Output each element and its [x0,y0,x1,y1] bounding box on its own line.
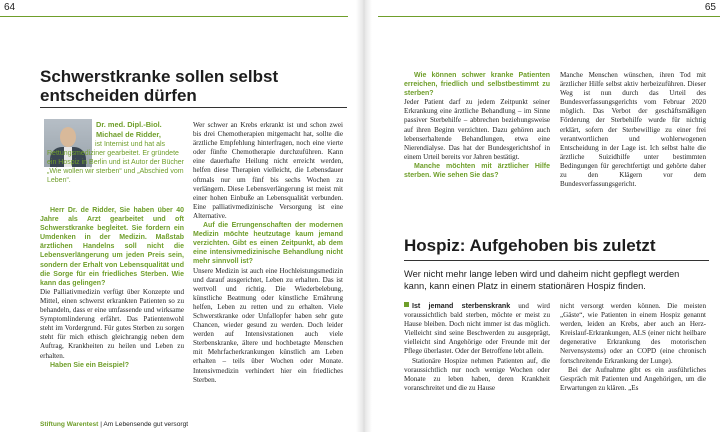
hospice-run-in: Ist jemand sterbenskrank [412,302,511,310]
article-column-4 [560,71,706,189]
footer-brand: Stiftung Warentest [40,421,99,428]
footer-section: Am Lebensende gut versorgt [103,421,189,428]
author-name-line1: Dr. med. Dipl.-Biol. [96,120,162,129]
author-name-line2: Michael de Ridder, [96,130,161,139]
author-bio-top [96,120,184,140]
interview-question-3: Auf die Errungenschaften der modernen Medizin möchte heutzutage kaum jemand verzichten. Gibt es einen Zeitpunkt, ab dem eine intensivmedizinische Behandlung nicht mehr sinnvoll ist? [193,222,343,266]
article-headline: Schwerstkranke sollen selbst entscheiden dürfen [40,67,279,105]
hospice-headline: Hospiz: Aufgehoben bis zuletzt [404,236,656,255]
hospice-text-4: Bei der Aufnahme gibt es ein ausführliches Gespräch mit Patienten und Angehörigen, um die Erwartungen zu klären. „Es [560,365,706,392]
hospice-column-2 [560,302,706,393]
page-number-right: 65 [704,2,716,13]
interview-answer-1: Die Palliativmedizin verfügt über Konzepte und Mittel, einen schwerst erkrankten Patienten so zu behandeln, dass er eine umfassende und wirksame Symptomlinderung erfährt. Das Patientenwohl steht im Vordergrund. Für gutes Sterben zu sorgen steht für mich ethisch gleichrangig neben dem Auftrag, Krankheiten zu heilen und Leben zu erhalten. [40,287,184,360]
page-gutter [356,0,372,432]
section-marker-icon [404,302,409,307]
hospice-text-3: nicht versorgt werden können. Die meisten „Gäste“, wie Patienten in einem Hospiz genannt werden, leiden an Krebs, aber auch an Herz-Kreislauf-Erkrankungen, ALS (einer nicht heilbare degenerative Erkrankung des motorischen Nervensystems) oder an COPD (eine chronisch fortschreitende Erkrankung der Lunge). [560,302,706,365]
article-column-2 [193,121,343,385]
interview-answer-5: Manche Menschen wünschen, ihren Tod mit ärztlicher Hilfe selbst aktiv herbeizuführen. Dieser Weg ist nun durch das Urteil des Bundesverfassungsgerichts vom Februar 2020 möglich. Das Verbot der geschäftsmäßigen Förderung der Sterbehilfe wurde für nichtig erklärt, sofern der Sterbewillige zu einer frei verantwortlichen und wohlerwogenen Entscheidung in der Lage ist. Ich selbst halte die ärztliche Suizidhilfe unter bestimmten Bedingungen für gerechtfertigt und gehörte daher zu den Klägern vor dem Bundesverfassungsgericht. [560,71,706,189]
hospice-column-1 [404,302,550,393]
interview-answer-4: Jeder Patient darf zu jedem Zeitpunkt seiner Erkrankung eine ärztliche Behandlung – im Sinne passiver Sterbehilfe – abbrechen beziehungsweise auf ihren Beginn verzichten. Dazu gehören auch lebenserhaltende Behandlungen, etwa eine Nierendialyse. Das hat der Bundesgerichtshof in einem Urteil bereits vor Jahren bestätigt. [404,98,550,161]
page-number-left: 64 [4,2,16,13]
hospice-text-1: und wird voraussichtlich bald sterben, möchte er meist zu Hause bleiben. Doch nicht immer ist das möglich. Vielleicht sind seine Beschwerden zu ausgeprägt, vielleicht sind Angehörige oder Freunde mit der Pflege überlastet. Oder der Betroffene lebt allein. [404,302,550,356]
hospice-teaser: Wer nicht mehr lange leben wird und daheim nicht gepflegt werden kann, kann einen Platz in einem stationären Hospiz finden. [404,269,680,291]
hospice-text-2: Stationäre Hospize nehmen Patienten auf, die voraussichtlich nur noch wenige Wochen oder Monate zu leben haben, deren Krankheit voranschreitet und die zu Hause [404,356,550,392]
headline-rule [40,107,347,108]
article-column-1 [40,206,184,370]
interview-answer-2: Wer schwer an Krebs erkrankt ist und schon zwei bis drei Chemotherapien mitgemacht hat, sollte die ärztliche Empfehlung hinterfragen, noch eine vierte oder fünfte Chemotherapie durchzuführen. Kann eine dauerhafte Heilung nicht erreicht werden, helfen diese Therapien vielleicht, die Lebensdauer oftmals nur um fünf bis sechs Wochen zu verlängern. Diese Lebensverlängerung ist meist mit einer hohen Einbuße an Lebensqualität verbunden. Eine palliativmedizinische Versorgung ist eine Alternative. [193,121,343,220]
interview-question-5: Manche möchten mit ärztlicher Hilfe sterben. Wie sehen Sie das? [404,162,550,180]
footer-separator: | [100,421,102,428]
author-bio-text: ist Internist und hat als Rettungsmediziner gearbeitet. Er gründete ein Hospiz in Berlin und ist Autor der Bücher „Wie wollen wir sterben“ und „Abschied vom Leben“. [47,141,184,184]
interview-lead-question: Herr Dr. de Ridder, Sie haben über 40 Jahre als Arzt gearbeitet und oft Schwerstkranke begleitet. Sie fordern ein Umdenken in der Medizin. Maßstab ärztlichen Handelns soll nicht die Lebensverlängerung um jeden Preis sein, sondern der Erhalt von Lebensqualität und die Sorge für ein friedliches Sterben. Wie kann das gelingen? [40,207,184,287]
page-footer [40,421,188,428]
article-column-3 [404,71,550,180]
interview-question-4: Wie können schwer kranke Patienten erreichen, friedlich und selbstbestimmt zu sterben? [404,72,550,98]
hospice-headline-rule [404,260,709,261]
interview-question-2: Haben Sie ein Beispiel? [50,361,129,369]
interview-answer-3: Unsere Medizin ist auch eine Hochleistungsmedizin und darauf ausgerichtet, Leben zu erhalten. Das ist wertvoll und richtig. Die Wiederbelebung, künstliche Beatmung oder künstliche Ernährung helfen, Leben zu retten und zu erhalten. Viele Schwerstkranke oder Unfallopfer haben sehr gute Chancen, wieder gesund zu werden. Doch leider werden auf Intensivstationen auch viele Sterbenskranke, ältere und hochbetagte Menschen mit Mehrfacherkrankungen künstlich am Leben erhalten – teils über Wochen oder Monate. Intensivmedizin verhindert hier ein friedliches Sterben. [193,266,343,384]
top-rule-right [378,16,720,17]
top-rule-left [0,16,348,17]
